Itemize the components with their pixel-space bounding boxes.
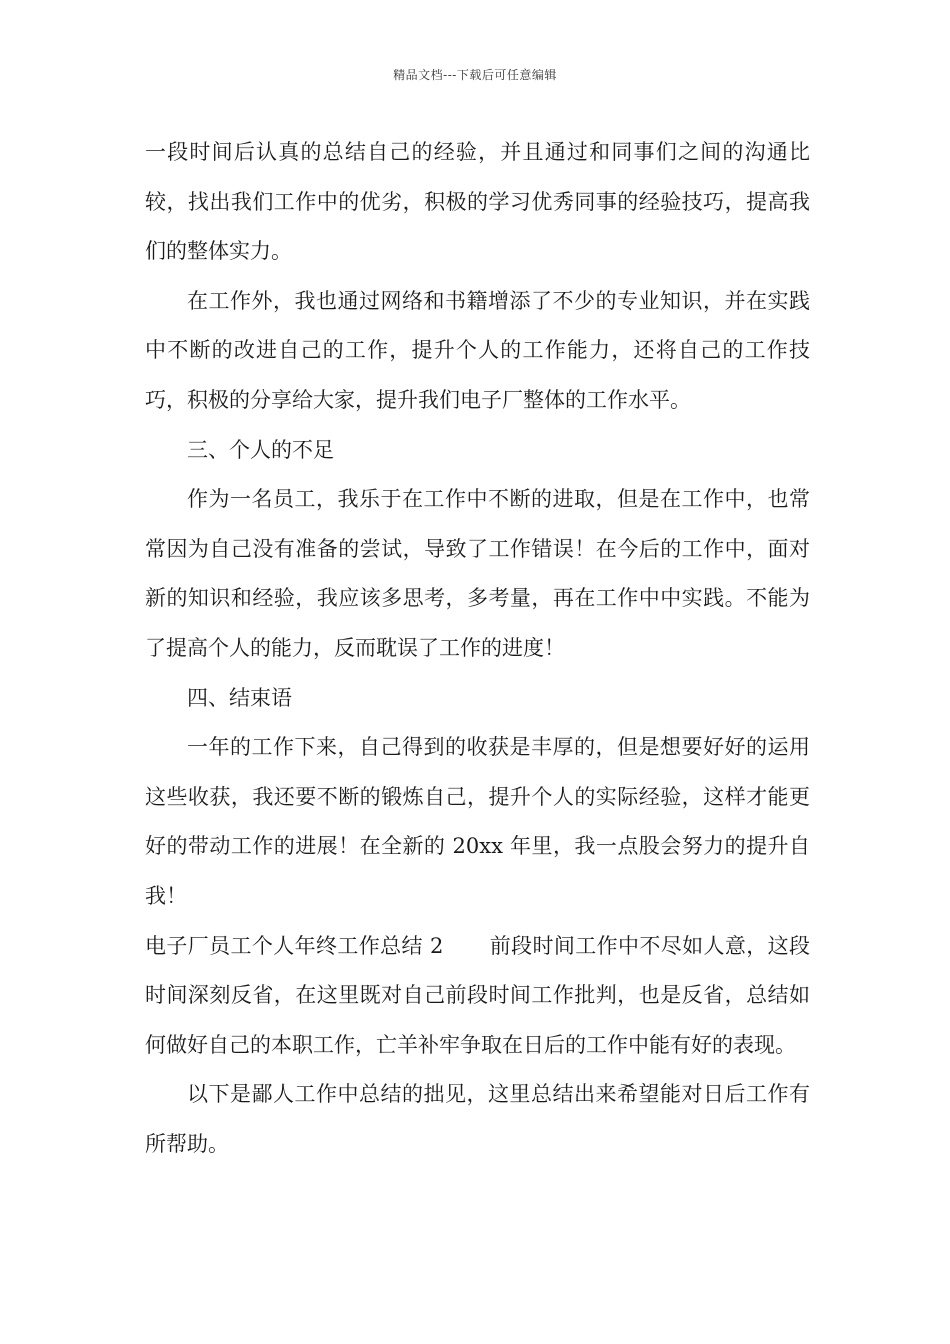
page-header: 精品文档---下载后可任意编辑 <box>393 68 557 82</box>
section-heading-conclusion: 四、结束语 <box>187 685 292 710</box>
paragraph-experience-summary: 一段时间后认真的总结自己的经验，并且通过和同事们之间的沟通比较，找出我们工作中的优劣，积极的学习优秀同事的经验技巧，提高我们的整体实力。 <box>145 140 810 264</box>
paragraph-opinions: 以下是鄙人工作中总结的拙见，这里总结出来希望能对日后工作有所帮助。 <box>145 1082 810 1156</box>
paragraph-reflection: 前段时间工作中不尽如人意，这段时间深刻反省，在这里既对自己前段时间工作批判，也是反省，总结如何做好自己的本职工作，亡羊补牢争取在日后的工作中能有好的表现。 <box>145 933 810 1057</box>
document-title-2: 电子厂员工个人年终工作总结 2 <box>145 933 444 958</box>
section-heading-shortcomings: 三、个人的不足 <box>187 437 334 462</box>
summary-2-block <box>145 922 810 1071</box>
document-body <box>145 128 810 1169</box>
paragraph-outside-work: 在工作外，我也通过网络和书籍增添了不少的专业知识，并在实践中不断的改进自己的工作，提升个人的工作能力，还将自己的工作技巧，积极的分享给大家，提升我们电子厂整体的工作水平。 <box>145 288 810 412</box>
paragraph-shortcomings: 作为一名员工，我乐于在工作中不断的进取，但是在工作中，也常常因为自己没有准备的尝试，导致了工作错误！在今后的工作中，面对新的知识和经验，我应该多思考，多考量，再在工作中中实践。不能为了提高个人的能力，反而耽误了工作的进度！ <box>145 487 810 660</box>
paragraph-conclusion: 一年的工作下来，自己得到的收获是丰厚的，但是想要好好的运用这些收获，我还要不断的锻炼自己，提升个人的实际经验，这样才能更好的带动工作的进展！在全新的 20xx 年里，我一点股会努力的提升自我！ <box>145 735 810 908</box>
